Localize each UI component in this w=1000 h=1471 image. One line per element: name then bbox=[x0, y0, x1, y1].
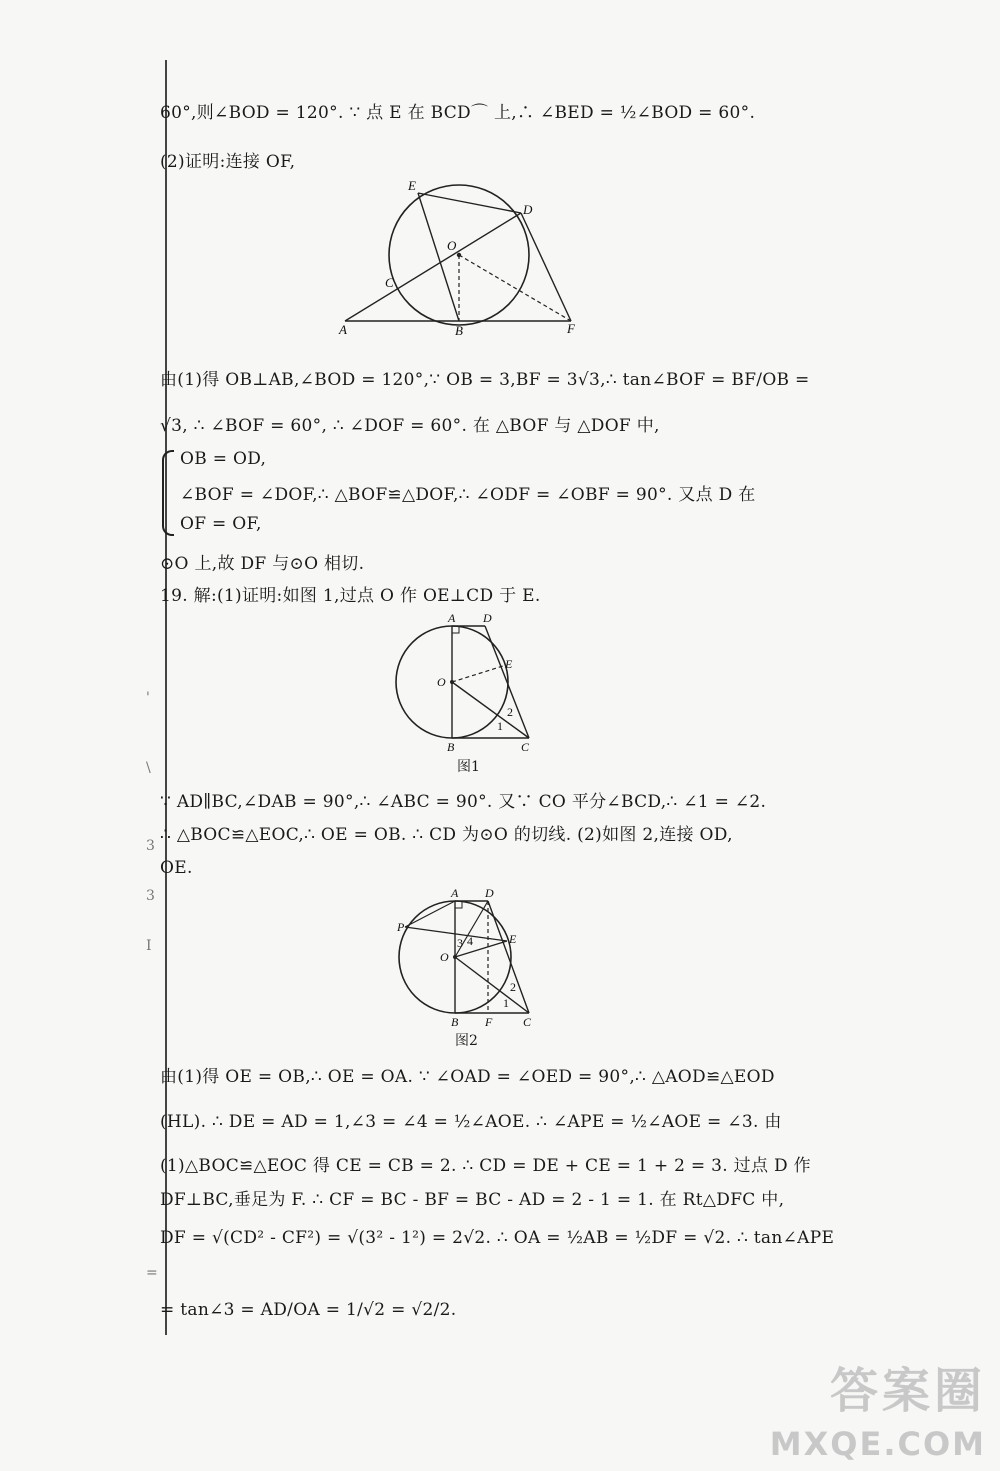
watermark-url: MXQE.COM bbox=[769, 1425, 986, 1463]
point-label: A bbox=[451, 887, 459, 900]
point-label: D bbox=[523, 202, 533, 217]
margin-mark: 3 bbox=[146, 838, 155, 854]
point-label: O bbox=[437, 675, 446, 689]
figure-1 bbox=[395, 612, 540, 757]
point-label: E bbox=[509, 932, 517, 946]
point-label: P bbox=[397, 920, 405, 934]
text-line: OB = OD, bbox=[180, 449, 267, 469]
angle-label: 1 bbox=[497, 719, 503, 733]
point-label: F bbox=[567, 321, 575, 336]
text-line: (HL). ∴ DE = AD = 1,∠3 = ∠4 = ½∠AOE. ∴ ∠APE = ½∠AOE = ∠3. 由 bbox=[160, 1112, 782, 1132]
text-line: (1)△BOC≌△EOC 得 CE = CB = 2. ∴ CD = DE + CE = 1 + 2 = 3. 过点 D 作 bbox=[160, 1156, 811, 1176]
text-line: 19. 解:(1)证明:如图 1,过点 O 作 OE⊥CD 于 E. bbox=[160, 586, 541, 606]
text-line: ⊙O 上,故 DF 与⊙O 相切. bbox=[160, 554, 365, 574]
point-label: F bbox=[485, 1015, 493, 1029]
point-label: E bbox=[505, 657, 513, 671]
point-label: B bbox=[455, 323, 463, 338]
text-line: OE. bbox=[160, 858, 193, 878]
text-line: √3, ∴ ∠BOF = 60°, ∴ ∠DOF = 60°. 在 △BOF 与 △DOF 中, bbox=[160, 416, 660, 436]
angle-label: 3 bbox=[457, 936, 463, 950]
angle-label: 1 bbox=[503, 996, 509, 1010]
text-line: ∠BOF = ∠DOF,∴ △BOF≌△DOF,∴ ∠ODF = ∠OBF = 90°. 又点 D 在 bbox=[180, 485, 756, 505]
text-line: 60°,则∠BOD = 120°. ∵ 点 E 在 BCD⌒ 上,∴ ∠BED = ½∠BOD = 60°. bbox=[160, 103, 756, 123]
margin-mark: ' bbox=[146, 690, 150, 706]
point-label: C bbox=[385, 275, 394, 290]
angle-label: 2 bbox=[507, 705, 513, 719]
figure-1-caption: 图1 bbox=[457, 759, 480, 775]
text-line: = tan∠3 = AD/OA = 1/√2 = √2/2. bbox=[160, 1300, 457, 1320]
text-line: OF = OF, bbox=[180, 514, 262, 534]
text-line: DF⊥BC,垂足为 F. ∴ CF = BC - BF = BC - AD = 2 - 1 = 1. 在 Rt△DFC 中, bbox=[160, 1190, 785, 1210]
figure-2 bbox=[395, 887, 540, 1032]
point-label: D bbox=[483, 612, 492, 625]
point-label: E bbox=[408, 178, 416, 193]
point-label: A bbox=[339, 322, 347, 337]
text-line: DF = √(CD² - CF²) = √(3² - 1²) = 2√2. ∴ OA = ½AB = ½DF = √2. ∴ tan∠APE bbox=[160, 1228, 835, 1248]
text-line: (2)证明:连接 OF, bbox=[160, 152, 296, 172]
figure-2-caption: 图2 bbox=[455, 1033, 478, 1049]
text-line: ∵ AD∥BC,∠DAB = 90°,∴ ∠ABC = 90°. 又∵ CO 平分∠BCD,∴ ∠1 = ∠2. bbox=[160, 792, 767, 812]
point-label: O bbox=[440, 950, 449, 964]
point-label: A bbox=[448, 612, 456, 625]
text-line: 由(1)得 OB⊥AB,∠BOD = 120°,∵ OB = 3,BF = 3√3,∴ tan∠BOF = BF/OB = bbox=[160, 370, 810, 390]
margin-mark: = bbox=[146, 1265, 158, 1281]
point-label: B bbox=[451, 1015, 459, 1029]
text-line: ∴ △BOC≌△EOC,∴ OE = OB. ∴ CD 为⊙O 的切线. (2)如图 2,连接 OD, bbox=[160, 825, 733, 845]
figure-tangent-circle bbox=[335, 178, 585, 343]
margin-mark: \ bbox=[146, 760, 151, 776]
margin-mark: 3 bbox=[146, 888, 155, 904]
point-label: C bbox=[523, 1015, 532, 1029]
margin-mark: I bbox=[146, 938, 152, 954]
angle-label: 2 bbox=[510, 980, 516, 994]
point-label: D bbox=[485, 887, 494, 900]
equation-brace bbox=[162, 450, 174, 536]
watermark-logo: 答案圈 bbox=[829, 1363, 986, 1419]
point-label: C bbox=[521, 740, 530, 754]
point-label: B bbox=[447, 740, 455, 754]
angle-label: 4 bbox=[467, 934, 473, 948]
text-line: 由(1)得 OE = OB,∴ OE = OA. ∵ ∠OAD = ∠OED = 90°,∴ △AOD≌△EOD bbox=[160, 1067, 775, 1087]
margin-rule bbox=[165, 60, 167, 1335]
point-label: O bbox=[447, 238, 457, 253]
